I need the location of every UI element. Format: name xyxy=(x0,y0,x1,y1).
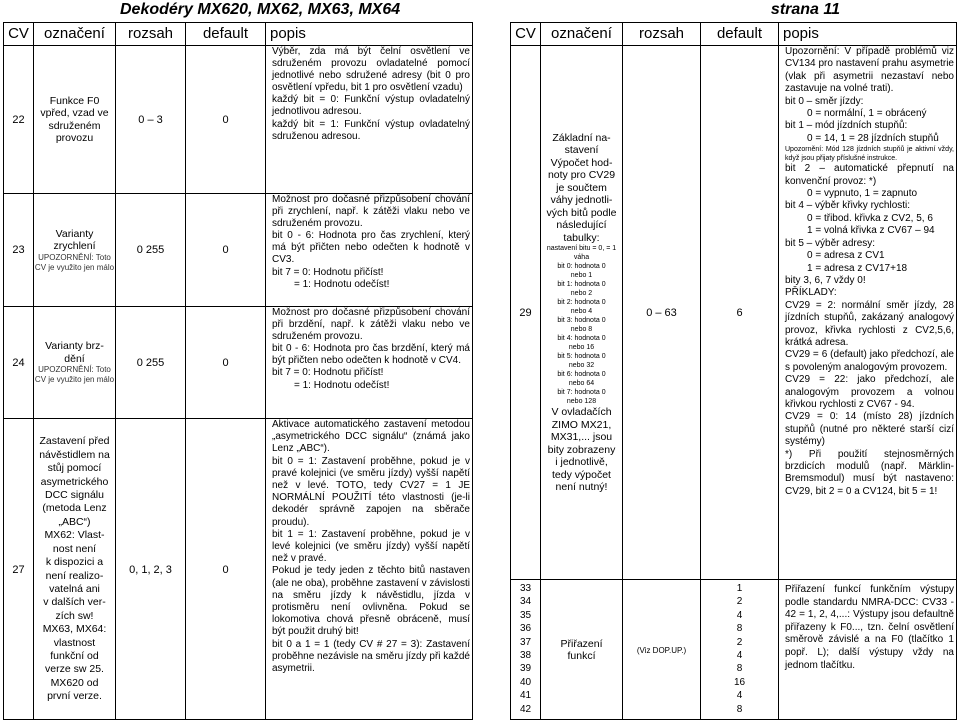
name-line: k dispozici a xyxy=(45,556,104,569)
cv-number: 29 xyxy=(511,46,541,579)
cv-number: 27 xyxy=(4,419,34,720)
cv-note: UPOZORNĚNÍ: Toto CV je využito jen málo xyxy=(34,252,115,272)
cv-default: 8 xyxy=(736,663,743,675)
name-line: zrychlení xyxy=(53,240,96,252)
weight-line: nebo 64 xyxy=(568,380,595,387)
desc-paragraph: PŘÍKLADY: xyxy=(785,287,837,299)
table-row xyxy=(4,307,472,419)
name-line: tedy výpočet xyxy=(552,468,611,481)
weight-line: nebo 32 xyxy=(568,362,595,369)
name-line: následující xyxy=(556,219,607,231)
cv-default: 1 xyxy=(736,583,743,594)
cv-description xyxy=(266,194,472,306)
col-default: default xyxy=(701,23,779,45)
desc-paragraph: 1 = volná křivka z CV67 – 94 xyxy=(807,225,935,237)
cv-range: 0 – 3 xyxy=(116,46,186,193)
cv-description xyxy=(266,307,472,418)
cv-number: 24 xyxy=(4,307,34,418)
name-line: vatelná ani xyxy=(49,582,100,595)
name-line: noty pro CV29 xyxy=(547,169,616,181)
cv-range: 0 255 xyxy=(116,194,186,306)
cv-number: 39 xyxy=(519,663,532,675)
desc-paragraph: Možnost pro dočasné přizpůsobení chování při brzdění, např. k zátěži vlaku nebo ve sdruženém provozu. xyxy=(272,307,470,343)
desc-paragraph: bit 0 - 6: Hodnota pro čas brzdění, který má být přičten nebo odečten k hodnotě v CV4. xyxy=(272,343,470,367)
cv-description xyxy=(779,46,956,579)
right-table-header xyxy=(511,23,956,46)
desc-example: CV29 = 6 (default) jako předchozí, ale s povoleným analogovým provozem. xyxy=(785,349,954,373)
weight-line: bit 3: hodnota 0 xyxy=(557,317,606,324)
desc-warning: Upozornění: V případě problémů viz CV134 pro nastavení prahu asymetrie (vlak při asymetrii nezastaví nebo zastavuje na volné trati). xyxy=(785,46,954,95)
weight-line: nebo 8 xyxy=(570,326,593,333)
desc-paragraph: 0 = adresa z CV1 xyxy=(807,250,885,262)
desc-paragraph: = 1: Hodnotu odečíst! xyxy=(294,379,390,391)
col-range: rozsah xyxy=(623,23,701,45)
name-line: sdruženém xyxy=(48,119,101,132)
cv-number: 33 xyxy=(519,583,532,594)
name-line: není nutný! xyxy=(555,481,608,493)
cv-number: 35 xyxy=(519,609,532,621)
cv-note: UPOZORNĚNÍ: Toto CV je využito jen málo xyxy=(34,365,115,384)
desc-paragraph: každý bit = 0: Funkční výstup ovladatelný jednotlivou adresou. xyxy=(272,94,470,118)
desc-paragraph: bit 0 a 1 = 1 (tedy CV # 27 = 3): Zastavení proběhne nezávisle na směru jízdy při každé asymetrii. xyxy=(272,638,470,675)
desc-paragraph: 0 = třibod. křivka z CV2, 5, 6 xyxy=(807,212,933,224)
table-row xyxy=(511,580,956,720)
table-row xyxy=(4,46,472,194)
name-line: asymetrického xyxy=(40,475,109,488)
col-desc: popis xyxy=(270,25,306,42)
cv-name xyxy=(541,580,623,720)
name-line: není realizo- xyxy=(45,569,104,582)
table-row xyxy=(511,46,956,580)
cv-default: 0 xyxy=(186,307,266,418)
name-line: vých bitů podle xyxy=(546,206,617,219)
name-line: stavení xyxy=(564,144,599,156)
col-cv: CV xyxy=(511,23,541,45)
desc-paragraph: bit 0 – směr jízdy: xyxy=(785,95,864,107)
name-line: Zastavení před xyxy=(39,435,110,448)
cv-default: 0 xyxy=(186,419,266,720)
cv-number-list xyxy=(511,580,541,720)
cv-default: 4 xyxy=(736,609,743,621)
desc-paragraph: 0 = normální, 1 = obrácený xyxy=(807,108,927,120)
name-line: dění xyxy=(64,352,85,365)
col-cv: CV xyxy=(4,23,34,45)
weight-line: nastavení bitu = 0, = 1 váha xyxy=(546,245,617,261)
desc-paragraph: = 1: Hodnotu odečíst! xyxy=(294,278,390,290)
cv-default: 0 xyxy=(186,46,266,193)
col-desc: popis xyxy=(783,25,819,42)
cv-default: 0 xyxy=(186,194,266,306)
table-row xyxy=(4,419,472,720)
name-line: MX620 od xyxy=(50,676,99,689)
name-line: funkcí xyxy=(567,650,596,662)
name-line: Funkce F0 xyxy=(49,94,100,107)
weight-line: bit 0: hodnota 0 xyxy=(557,263,606,270)
cv-number: 41 xyxy=(519,690,532,702)
name-line: tabulky: xyxy=(563,231,600,244)
name-line: DCC signálu xyxy=(45,489,104,502)
name-line: v dalších ver- xyxy=(43,596,106,609)
name-line: i jednotlivě, xyxy=(555,456,608,468)
name-line: nost není xyxy=(52,542,97,555)
cv-default: 6 xyxy=(701,46,779,579)
weight-line: nebo 4 xyxy=(570,308,593,315)
desc-paragraph: Aktivace automatického zastavení metodou „asymetrického DCC signálu“ (známá jako Lenz „ABC“). xyxy=(272,419,470,455)
name-line: stůj pomocí xyxy=(47,462,102,475)
name-line: funkční od xyxy=(50,649,99,662)
weight-line: bit 7: hodnota 0 xyxy=(557,389,606,396)
desc-paragraph: Možnost pro dočasné přizpůsobení chování při zrychlení, např. k zátěži vlaku nebo ve sdruženém provozu. xyxy=(272,194,470,230)
cv-description: Přiřazení funkcí funkčním výstupy podle standardu NMRA-DCC: CV33 - 42 = 1, 2, 4,...: Výstupy jsou defaultně přiřazeny k F0..., tzn. čelní osvětlení směrově závislé a na F0 (tlačítko 1 popř. L); další výstupy vždy na jednom tlačítku. xyxy=(785,584,954,671)
cv-name xyxy=(34,194,116,306)
cv-number: 37 xyxy=(519,636,532,648)
cv-default: 4 xyxy=(736,649,743,661)
col-default: default xyxy=(186,23,266,45)
left-table xyxy=(3,22,473,720)
cv-range: 0 – 63 xyxy=(623,46,701,579)
desc-paragraph: Pokud je tedy jeden z těchto bitů nastaven (ale ne oba), proběhne zastavení v závislosti na směru jízdy k návěstidlu, jízda v protisměru není ovlivněna. Pokud se lokomotiva chová přesně obráceně, musí být použit druhý bit! xyxy=(272,565,470,638)
name-line: Varianty xyxy=(55,227,94,240)
desc-note: Upozornění: Mód 128 jízdních stupňů je aktivní vždy, když jsou přijaty příslušné instrukce. xyxy=(785,146,954,163)
name-line: vlastnost xyxy=(53,636,96,649)
right-table xyxy=(510,22,957,720)
weight-line: bit 2: hodnota 0 xyxy=(557,299,606,306)
cv-name xyxy=(34,419,116,720)
name-line: Přiřazení xyxy=(560,637,603,650)
name-line: zích sw! xyxy=(55,609,94,622)
desc-paragraph: bit 0 = 1: Zastavení proběhne, pokud je v pravé kolejnici (ve směru jízdy) vyšší napětí než v levé. TOTO, tedy CV27 = 1 JE NORMÁLNÍ POUŽITÍ této vlastnosti (je-li dekodér správně zapojen na sběrače proudu). xyxy=(272,455,470,528)
cv-name xyxy=(34,46,116,193)
desc-paragraph: bit 2 – automatické přepnutí na konvenční provoz: *) xyxy=(785,163,954,187)
weight-line: bit 6: hodnota 0 xyxy=(557,371,606,378)
cv-default: 8 xyxy=(736,623,743,635)
name-line: V ovladačích xyxy=(551,406,612,418)
name-line: Varianty brz- xyxy=(45,340,104,352)
cv-number: 42 xyxy=(519,703,532,715)
desc-paragraph: Výběr, zda má být čelní osvětlení ve sdruženém provozu ovladatelné pomocí jednotlivé nebo sdružené adresy (bit 0 pro osvětlení vpředu, bit 1 pro osvětlení vzadu) xyxy=(272,46,470,94)
desc-paragraph: bit 1 = 1: Zastavení proběhne, pokud je v levé kolejnici (ve směru jízdy) vyšší napětí než v pravé. xyxy=(272,528,470,565)
desc-paragraph: bity 3, 6, 7 vždy 0! xyxy=(785,274,866,286)
cv-number: 22 xyxy=(4,46,34,193)
cv-range: (Viz DOP.UP.) xyxy=(623,580,701,720)
cv-name xyxy=(34,307,116,418)
desc-example: CV29 = 2: normální směr jízdy, 28 jízdních stupňů, zakázaný analogový provoz, křivka rychlosti z CV2,5,6, krátká adresa. xyxy=(785,299,954,348)
weight-line: bit 4: hodnota 0 xyxy=(557,335,606,342)
desc-paragraph: 1 = adresa z CV17+18 xyxy=(807,262,908,274)
cv-default: 2 xyxy=(736,636,743,648)
desc-example: *) Při použití stejnosměrných brzdicích modulů (např. Märklin-Bremsmodul) musí být nastaveno: CV29, bit 2 = 0 a CV124, bit 5 = 1! xyxy=(785,448,954,497)
desc-example: CV29 = 0: 14 (místo 28) jízdních stupňů (nutné pro některé starší cizí systémy) xyxy=(785,411,954,448)
name-line: vpřed, vzad ve xyxy=(40,107,109,119)
cv-number: 38 xyxy=(519,649,532,661)
weight-line: bit 5: hodnota 0 xyxy=(557,353,606,360)
cv-number: 40 xyxy=(519,676,532,688)
name-line: MX63, MX64: xyxy=(42,623,107,636)
weight-line: nebo 2 xyxy=(570,290,593,297)
name-line: váhy jednotli- xyxy=(550,194,613,206)
page-number: strana 11 xyxy=(770,1,840,18)
name-line: provozu xyxy=(55,132,94,144)
name-line: je součtem xyxy=(556,181,607,194)
cv-number: 34 xyxy=(519,596,532,608)
col-name: označení xyxy=(34,23,116,45)
weight-line: bit 1: hodnota 0 xyxy=(557,281,606,288)
cv-default: 4 xyxy=(736,690,743,702)
desc-paragraph: bit 1 – mód jízdních stupňů: xyxy=(785,120,908,132)
left-table-header xyxy=(4,23,472,46)
desc-paragraph: 0 = vypnuto, 1 = zapnuto xyxy=(807,188,918,200)
cv-number: 23 xyxy=(4,194,34,306)
desc-paragraph: každý bit = 1: Funkční výstup ovladatelný sdruženou adresou. xyxy=(272,118,470,142)
desc-example: CV29 = 22: jako předchozí, ale analogovým provozem a volnou křivkou rychlosti z CV67 - 94. xyxy=(785,374,954,410)
cv-default-list xyxy=(701,580,779,720)
cv-range: 0 255 xyxy=(116,307,186,418)
table-row xyxy=(4,194,472,307)
name-line: Výpočet hod- xyxy=(550,156,613,169)
name-line: bity zobrazeny xyxy=(547,443,616,456)
name-line: první verze. xyxy=(47,690,102,703)
weight-line: nebo 16 xyxy=(568,344,595,351)
col-name: označení xyxy=(541,23,623,45)
cv-range: 0, 1, 2, 3 xyxy=(116,419,186,720)
cv-default: 8 xyxy=(736,703,743,715)
desc-paragraph: bit 4 – výběr křivky rychlosti: xyxy=(785,200,911,212)
col-range: rozsah xyxy=(116,23,186,45)
name-line: „ABC“) xyxy=(58,515,91,528)
desc-paragraph: bit 0 - 6: Hodnota pro čas zrychlení, který má být přičten nebo odečten k hodnotě v CV3. xyxy=(272,230,470,266)
page-title: Dekodéry MX620, MX62, MX63, MX64 xyxy=(120,1,401,18)
name-line: MX31,... jsou xyxy=(550,431,613,443)
desc-paragraph: 0 = 14, 1 = 28 jízdních stupňů xyxy=(807,132,939,144)
desc-paragraph: bit 7 = 0: Hodnotu přičíst! xyxy=(272,266,384,278)
name-line: Základní na- xyxy=(552,131,611,144)
name-line: verze sw 25. xyxy=(45,663,104,676)
cv-description xyxy=(266,46,472,193)
weight-line: nebo 1 xyxy=(570,272,593,279)
cv-number: 36 xyxy=(519,623,532,635)
desc-paragraph: bit 7 = 0: Hodnotu přičíst! xyxy=(272,367,384,379)
desc-paragraph: bit 5 – výběr adresy: xyxy=(785,237,876,249)
cv-default: 16 xyxy=(733,676,746,688)
weight-line: nebo 128 xyxy=(566,398,597,405)
cv-description xyxy=(266,419,472,720)
cv-default: 2 xyxy=(736,596,743,608)
name-line: MX62: Vlast- xyxy=(44,529,105,542)
name-line: ZIMO MX21, xyxy=(551,418,612,431)
name-line: (metoda Lenz xyxy=(42,502,107,515)
name-line: návěstidlem na xyxy=(39,448,110,461)
cv-name xyxy=(541,46,623,579)
